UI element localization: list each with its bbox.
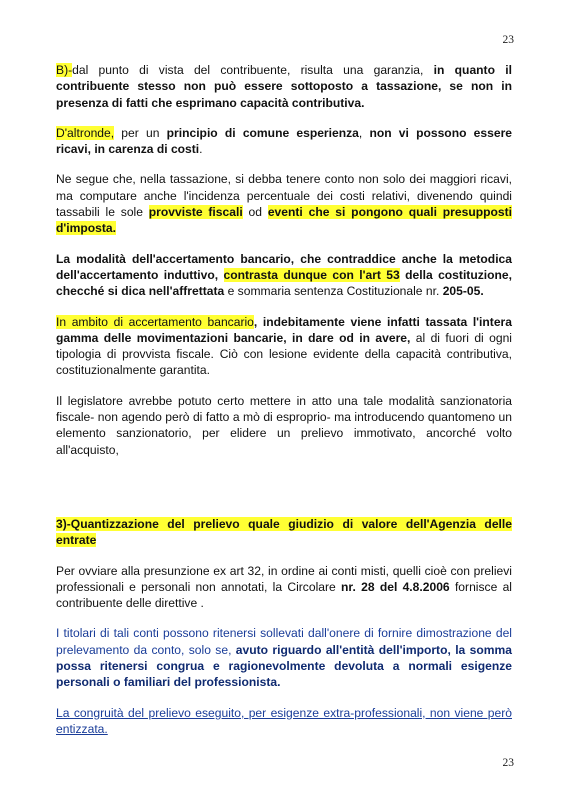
paragraph-ovviare xyxy=(56,563,512,612)
highlight-daltronde: D'altronde, xyxy=(56,125,115,140)
paragraph-congruita xyxy=(56,705,512,738)
highlight-provviste: provviste fiscali xyxy=(148,205,243,220)
paragraph-ambito xyxy=(56,314,512,379)
text-run: dal punto di vista del contribuente, risulta una garanzia, xyxy=(72,63,434,77)
paragraph-ne-segue xyxy=(56,171,512,236)
highlight-b-marker: B)- xyxy=(56,63,73,77)
document-body xyxy=(56,62,512,737)
text-run: fornisce al contribuente delle direttive . xyxy=(56,579,512,611)
highlight-eventi: eventi che si pongono quali presupposti d'imposta. xyxy=(56,205,512,236)
underlined-run: La congruità del prelievo eseguito, per esigenze extra-professionali, non viene però entizzata. xyxy=(56,705,512,736)
paragraph-daltronde xyxy=(56,125,512,158)
heading-text: 3)-Quantizzazione del prelievo quale giudizio di valore dell'Agenzia delle entrate xyxy=(56,516,512,548)
text-run: per un xyxy=(114,125,167,140)
bold-run: La modalità dell'accertamento bancario, che contraddice anche la metodica dell'accertamento induttivo, xyxy=(56,251,512,282)
page-number-bottom: 23 xyxy=(502,757,514,769)
paragraph-titolari xyxy=(56,625,512,690)
highlight-ambito: In ambito di accertamento bancario xyxy=(56,314,254,329)
text-run: Ne segue che, nella tassazione, si debba tenere conto non solo dei maggiori ricavi, ma computare anche l'incidenza percentuale dei costi relativi, divenendo quindi tassabili le sole xyxy=(56,172,512,220)
text-run: Il legislatore avrebbe potuto certo mettere in atto una tale modalità sanzionatoria fiscale- non agendo però di fatto a mò di esproprio- ma introducendo quantomeno un elemento sanzionatorio, per elidere un prelievo immotivato, ancorché volto all'acquisto, xyxy=(56,393,512,457)
bold-run: nr. 28 del 4.8.2006 xyxy=(341,579,450,594)
text-run: , xyxy=(358,125,370,140)
text-run: . xyxy=(199,142,203,157)
text-run: e sommaria sentenza Costituzionale nr. xyxy=(224,284,443,299)
section-heading xyxy=(56,516,512,549)
paragraph-modalita xyxy=(56,251,512,300)
bold-run: della costituzione, checché si dica nell'affrettata xyxy=(56,267,512,299)
bold-run: principio di comune esperienza xyxy=(166,125,359,140)
bold-run: avuto riguardo all'entità dell'importo, la somma possa ritenersi congrua e ragionevolmente devoluta a normali esigenze personali o familiari del professionista. xyxy=(56,642,512,690)
page-number-top: 23 xyxy=(502,34,514,46)
highlight-art-53: contrasta dunque con l'art 53 xyxy=(223,267,400,282)
paragraph-legislatore xyxy=(56,393,512,458)
bold-run: 205-05. xyxy=(442,284,484,299)
text-run: od xyxy=(242,205,268,220)
bold-run: in quanto il contribuente stesso non può essere sottoposto a tassazione, se non in presenza di fatti che esprimano capacità contributiva. xyxy=(56,63,512,110)
text-run: Per ovviare alla presunzione ex art 32, in ordine ai conti misti, quelli cioè con prelievi professionali e personali non annotati, la Circolare xyxy=(56,563,512,594)
paragraph-b-guarantee xyxy=(56,62,512,111)
text-run: al di fuori di ogni tipologia di provvista fiscale. Ciò con lesione evidente della capacità contributiva, costituzionalmente garantita. xyxy=(56,330,512,378)
text-run: I titolari di tali conti possono ritenersi sollevati dall'onere di fornire dimostrazione del prelevamento da conto, solo se, xyxy=(56,626,512,657)
bold-run: , indebitamente viene infatti tassata l'intera gamma delle movimentazioni bancarie, in dare od in avere, xyxy=(56,314,512,345)
bold-run: non vi possono essere ricavi, in carenza di costi xyxy=(56,125,512,157)
